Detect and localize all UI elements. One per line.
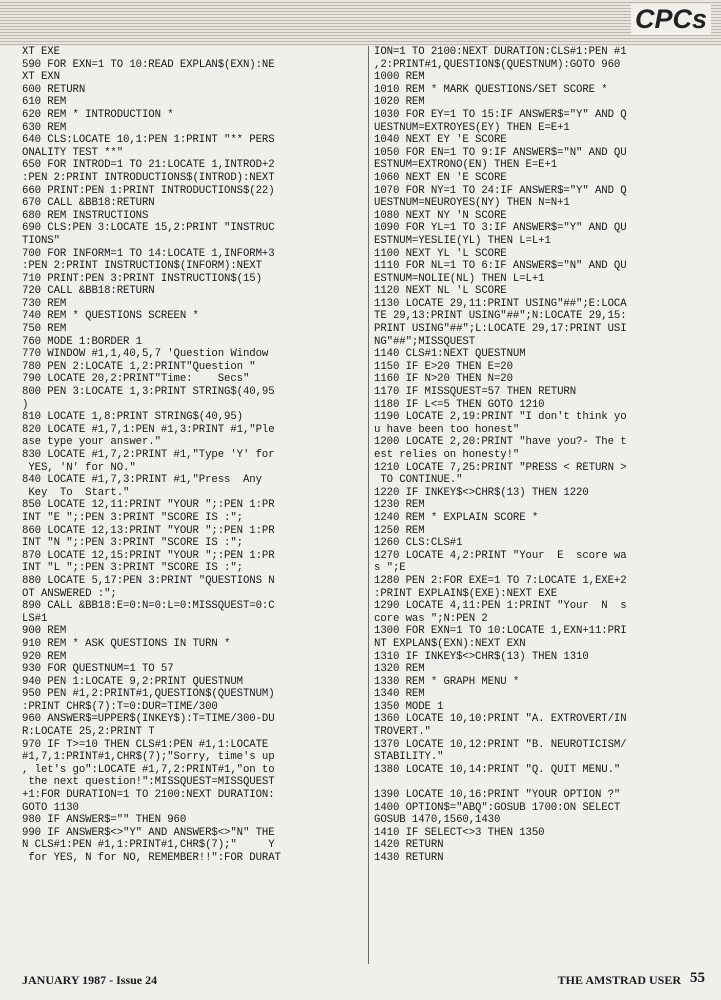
- code-line: 740 REM * QUESTIONS SCREEN *: [22, 310, 199, 323]
- code-line: 1230 REM: [374, 499, 425, 512]
- code-line: :PRINT EXPLAIN$(EXE):NEXT EXE: [374, 587, 558, 600]
- code-line: 1130 LOCATE 29,11:PRINT USING"##";E:LOCA: [374, 297, 627, 310]
- code-line: 780 PEN 2:LOCATE 1,2:PRINT"Question ": [22, 360, 256, 373]
- code-line: 660 PRINT:PEN 1:PRINT INTRODUCTIONS$(22): [22, 184, 275, 197]
- code-line: 1170 IF MISSQUEST=57 THEN RETURN: [374, 386, 577, 399]
- code-line: INT "L ";:PEN 3:PRINT "SCORE IS :";: [22, 562, 243, 575]
- code-line: 590 FOR EXN=1 TO 10:READ EXPLAN$(EXN):NE: [22, 58, 275, 71]
- code-line: #1,7,1:PRINT#1,CHR$(7);"Sorry, time's up: [22, 751, 275, 764]
- code-line: ESTNUM=EXTRONO(EN) THEN E=E+1: [374, 159, 558, 172]
- code-line: 710 PRINT:PEN 3:PRINT INSTRUCTION$(15): [22, 272, 262, 285]
- code-line: 1150 IF E>20 THEN E=20: [374, 360, 513, 373]
- code-line: core was ";N:PEN 2: [374, 612, 488, 625]
- code-line: 970 IF T>=10 THEN CLS#1:PEN #1,1:LOCATE: [22, 738, 269, 751]
- page-number: 55: [690, 970, 705, 986]
- code-line: 790 LOCATE 20,2:PRINT"Time: Secs": [22, 373, 250, 386]
- code-line: 880 LOCATE 5,17:PEN 3:PRINT "QUESTIONS N: [22, 574, 275, 587]
- code-line: 1010 REM * MARK QUESTIONS/SET SCORE *: [374, 83, 608, 96]
- code-line: 850 LOCATE 12,11:PRINT "YOUR ";:PEN 1:PR: [22, 499, 275, 512]
- code-line: 1180 IF L<=5 THEN GOTO 1210: [374, 398, 545, 411]
- code-line: 1290 LOCATE 4,11:PEN 1:PRINT "Your N s: [374, 600, 627, 613]
- code-line: 610 REM: [22, 96, 67, 109]
- code-line: 1060 NEXT EN 'E SCORE: [374, 171, 507, 184]
- code-line: 1340 REM: [374, 688, 425, 701]
- code-line: 830 LOCATE #1,7,2:PRINT #1,"Type 'Y' for: [22, 449, 275, 461]
- code-line: UESTNUM=EXTROYES(EY) THEN E=E+1: [374, 121, 570, 134]
- code-line: for YES, N for NO, REMEMBER!!":FOR DURAT: [22, 852, 281, 864]
- code-line: 1270 LOCATE 4,2:PRINT "Your E score wa: [374, 549, 627, 562]
- issue-date: JANUARY 1987 - Issue 24: [22, 973, 158, 987]
- code-line: 980 IF ANSWER$="" THEN 960: [22, 814, 187, 827]
- code-line: 870 LOCATE 12,15:PRINT "YOUR ";:PEN 1:PR: [22, 549, 275, 562]
- code-line: 1140 CLS#1:NEXT QUESTNUM: [374, 348, 526, 361]
- code-line: 1030 FOR EY=1 TO 15:IF ANSWER$="Y" AND Q: [374, 108, 627, 121]
- code-line: 630 REM: [22, 121, 67, 134]
- code-line: OT ANSWERED :";: [22, 587, 117, 600]
- code-line: 920 REM: [22, 650, 67, 663]
- code-line: 1220 IF INKEY$<>CHR$(13) THEN 1220: [374, 486, 589, 499]
- code-line: 1080 NEXT NY 'N SCORE: [374, 209, 507, 222]
- code-line: the next question!":MISSQUEST=MISSQUEST: [22, 776, 275, 789]
- code-line: 770 WINDOW #1,1,40,5,7 'Question Window: [22, 348, 269, 361]
- code-line: GOTO 1130: [22, 801, 79, 814]
- code-line: 1020 REM: [374, 96, 425, 109]
- code-line: 1350 MODE 1: [374, 700, 444, 713]
- code-line: 900 REM: [22, 625, 67, 638]
- code-line: 1100 NEXT YL 'L SCORE: [374, 247, 507, 260]
- code-line: TE 29,13:PRINT USING"##";N:LOCATE 29,15:: [374, 310, 627, 323]
- code-line: 810 LOCATE 1,8:PRINT STRING$(40,95): [22, 411, 243, 424]
- code-line: :PEN 2:PRINT INSTRUCTION$(INFORM):NEXT: [22, 260, 262, 273]
- code-line: R:LOCATE 25,2:PRINT T: [22, 726, 155, 739]
- code-line: XT EXN: [22, 71, 60, 84]
- section-brand: CPCs: [631, 4, 711, 35]
- code-line: 1390 LOCATE 10,16:PRINT "YOUR OPTION ?": [374, 789, 621, 802]
- code-line: 800 PEN 3:LOCATE 1,3:PRINT STRING$(40,95: [22, 386, 275, 399]
- code-line: 930 FOR QUESTNUM=1 TO 57: [22, 663, 174, 676]
- code-line: Key To Start.": [22, 486, 130, 499]
- code-line: 1430 RETURN: [374, 852, 444, 864]
- code-line: 680 REM INSTRUCTIONS: [22, 209, 149, 222]
- code-line: +1:FOR DURATION=1 TO 2100:NEXT DURATION:: [22, 789, 275, 802]
- code-line: 1050 FOR EN=1 TO 9:IF ANSWER$="N" AND QU: [374, 146, 627, 159]
- code-line: 960 ANSWER$=UPPER$(INKEY$):T=TIME/300-DU: [22, 713, 275, 726]
- code-line: ESTNUM=NOLIE(NL) THEN L=L+1: [374, 272, 545, 285]
- code-line: 1110 FOR NL=1 TO 6:IF ANSWER$="N" AND QU: [374, 260, 627, 273]
- code-line: XT EXE: [22, 46, 60, 58]
- code-line: 650 FOR INTROD=1 TO 21:LOCATE 1,INTROD+2: [22, 159, 275, 172]
- code-line: 760 MODE 1:BORDER 1: [22, 335, 142, 348]
- code-line: STABILITY.": [374, 751, 444, 764]
- code-line: 1070 FOR NY=1 TO 24:IF ANSWER$="Y" AND Q: [374, 184, 627, 197]
- code-line: 1120 NEXT NL 'L SCORE: [374, 285, 507, 298]
- code-line: PRINT USING"##";L:LOCATE 29,17:PRINT USI: [374, 323, 627, 336]
- code-line: YES, 'N' for NO.": [22, 461, 136, 474]
- listing-column-right: [374, 46, 704, 964]
- code-line: u have been too honest": [374, 423, 520, 436]
- code-line: 820 LOCATE #1,7,1:PEN #1,3:PRINT #1,"Ple: [22, 423, 275, 436]
- code-line: TO CONTINUE.": [374, 474, 463, 487]
- code-line: UESTNUM=NEUROYES(NY) THEN N=N+1: [374, 197, 570, 210]
- code-line: 1090 FOR YL=1 TO 3:IF ANSWER$="Y" AND QU: [374, 222, 627, 235]
- code-line: INT "N ";:PEN 3:PRINT "SCORE IS :";: [22, 537, 243, 550]
- code-line: 940 PEN 1:LOCATE 9,2:PRINT QUESTNUM: [22, 675, 243, 688]
- page-footer: [22, 970, 705, 992]
- header-band: [0, 0, 721, 46]
- code-line: 1330 REM * GRAPH MENU *: [374, 675, 520, 688]
- code-line: 990 IF ANSWER$<>"Y" AND ANSWER$<>"N" THE: [22, 826, 275, 839]
- code-line: ,2:PRINT#1,QUESTION$(QUESTNUM):GOTO 960: [374, 58, 621, 71]
- code-line: 640 CLS:LOCATE 10,1:PEN 1:PRINT "** PERS: [22, 134, 275, 147]
- code-line: NG"##";MISSQUEST: [374, 335, 476, 348]
- code-line: 910 REM * ASK QUESTIONS IN TURN *: [22, 637, 231, 650]
- code-line: NT EXPLAN$(EXN):NEXT EXN: [374, 637, 526, 650]
- column-divider: [368, 46, 369, 964]
- code-line: est relies on honesty!": [374, 449, 520, 461]
- code-line: 670 CALL &BB18:RETURN: [22, 197, 155, 210]
- code-line: , let's go":LOCATE #1,7,2:PRINT#1,"on to: [22, 763, 275, 776]
- code-line: :PEN 2:PRINT INTRODUCTIONS$(INTROD):NEXT: [22, 171, 275, 184]
- code-line: ESTNUM=YESLIE(YL) THEN L=L+1: [374, 234, 551, 247]
- code-line: 1420 RETURN: [374, 839, 444, 852]
- code-line: 700 FOR INFORM=1 TO 14:LOCATE 1,INFORM+3: [22, 247, 275, 260]
- code-line: 1190 LOCATE 2,19:PRINT "I don't think yo: [374, 411, 627, 424]
- code-line: 1310 IF INKEY$<>CHR$(13) THEN 1310: [374, 650, 589, 663]
- code-line: 840 LOCATE #1,7,3:PRINT #1,"Press Any: [22, 474, 262, 487]
- code-line: 890 CALL &BB18:E=0:N=0:L=0:MISSQUEST=0:C: [22, 600, 275, 613]
- code-line: ION=1 TO 2100:NEXT DURATION:CLS#1:PEN #1: [374, 46, 627, 58]
- code-line: 1360 LOCATE 10,10:PRINT "A. EXTROVERT/IN: [374, 713, 627, 726]
- code-line: :PRINT CHR$(7):T=0:DUR=TIME/300: [22, 700, 218, 713]
- code-line: LS#1: [22, 612, 48, 625]
- code-line: 1320 REM: [374, 663, 425, 676]
- code-line: GOSUB 1470,1560,1430: [374, 814, 501, 827]
- code-line: 1000 REM: [374, 71, 425, 84]
- code-line: 950 PEN #1,2:PRINT#1,QUESTION$(QUESTNUM): [22, 688, 275, 701]
- code-line: 690 CLS:PEN 3:LOCATE 15,2:PRINT "INSTRUC: [22, 222, 275, 235]
- code-line: 750 REM: [22, 323, 67, 336]
- code-line: 620 REM * INTRODUCTION *: [22, 108, 174, 121]
- code-line: 1380 LOCATE 10,14:PRINT "Q. QUIT MENU.": [374, 763, 621, 776]
- code-line: 1200 LOCATE 2,20:PRINT "have you?- The t: [374, 436, 627, 449]
- code-line: 1210 LOCATE 7,25:PRINT "PRESS < RETURN >: [374, 461, 627, 474]
- code-line: 1280 PEN 2:FOR EXE=1 TO 7:LOCATE 1,EXE+2: [374, 574, 627, 587]
- code-line: ONALITY TEST **": [22, 146, 124, 159]
- code-line: 1240 REM * EXPLAIN SCORE *: [374, 511, 539, 524]
- code-line: 730 REM: [22, 297, 67, 310]
- code-line: s ";E: [374, 562, 406, 575]
- code-line: 1260 CLS:CLS#1: [374, 537, 463, 550]
- code-line: 1160 IF N>20 THEN N=20: [374, 373, 513, 386]
- code-line: TIONS": [22, 234, 60, 247]
- code-line: 1400 OPTION$="ABQ":GOSUB 1700:ON SELECT: [374, 801, 621, 814]
- code-line: INT "E ";:PEN 3:PRINT "SCORE IS :";: [22, 511, 243, 524]
- code-line: 1370 LOCATE 10,12:PRINT "B. NEUROTICISM/: [374, 738, 627, 751]
- code-line: 1410 IF SELECT<>3 THEN 1350: [374, 826, 545, 839]
- code-line: 1040 NEXT EY 'E SCORE: [374, 134, 507, 147]
- code-line: [374, 776, 704, 789]
- code-line: 600 RETURN: [22, 83, 86, 96]
- code-line: 1300 FOR EXN=1 TO 10:LOCATE 1,EXN+11:PRI: [374, 625, 627, 638]
- code-line: N CLS#1:PEN #1,1:PRINT#1,CHR$(7);" Y: [22, 839, 275, 852]
- code-line: 720 CALL &BB18:RETURN: [22, 285, 155, 298]
- code-line: ase type your answer.": [22, 436, 161, 449]
- code-line: TROVERT.": [374, 726, 431, 739]
- basic-listing: [22, 46, 704, 964]
- code-line: 860 LOCATE 12,13:PRINT "YOUR ";:PEN 1:PR: [22, 524, 275, 537]
- code-line: ): [22, 398, 29, 411]
- listing-column-left: [22, 46, 364, 964]
- magazine-name: THE AMSTRAD USER: [557, 973, 681, 987]
- code-line: 1250 REM: [374, 524, 425, 537]
